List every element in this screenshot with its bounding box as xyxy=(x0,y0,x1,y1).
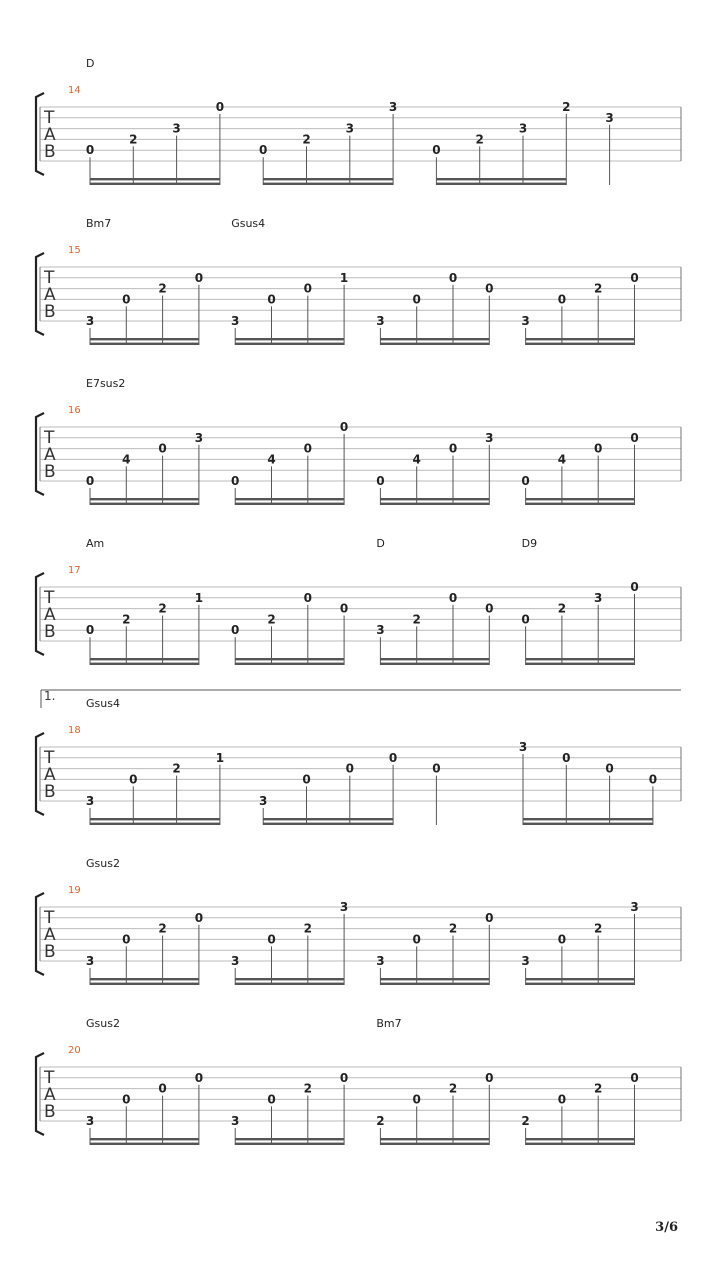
fret-number: 3 xyxy=(376,954,385,968)
beam xyxy=(436,183,566,185)
measure-number: 16 xyxy=(68,405,81,416)
beam xyxy=(380,983,489,985)
tab-letter: B xyxy=(44,622,56,642)
beam xyxy=(90,823,220,825)
fret-number: 2 xyxy=(448,921,458,936)
fret-number: 3 xyxy=(85,794,95,808)
fret-number: 0 xyxy=(303,281,312,296)
measure-number: 18 xyxy=(68,725,81,736)
fret-number: 4 xyxy=(122,452,131,467)
beam xyxy=(90,1143,199,1145)
beam xyxy=(235,343,344,345)
fret-number: 0 xyxy=(557,292,567,307)
fret-number: 0 xyxy=(231,474,240,488)
fret-number: 3 xyxy=(594,590,603,605)
fret-number: 0 xyxy=(630,1070,639,1085)
beam xyxy=(235,983,344,985)
fret-number: 0 xyxy=(122,1092,131,1107)
beam xyxy=(235,498,344,500)
fret-number: 0 xyxy=(194,270,204,285)
beam xyxy=(235,978,344,980)
fret-number: 3 xyxy=(85,314,95,328)
fret-number: 2 xyxy=(557,601,567,616)
tab-letter: A xyxy=(44,765,56,785)
beam xyxy=(90,183,220,185)
fret-number: 0 xyxy=(158,441,167,456)
chord-name: D9 xyxy=(521,537,538,550)
fret-number: 0 xyxy=(521,612,530,627)
fret-number: 0 xyxy=(129,772,138,787)
beam xyxy=(263,823,393,825)
fret-number: 0 xyxy=(85,474,95,488)
page-number: 3/6 xyxy=(655,1220,678,1235)
volta-label: 1. xyxy=(44,689,56,703)
chord-name: D xyxy=(376,537,385,550)
fret-number: 3 xyxy=(339,900,349,914)
fret-number: 3 xyxy=(521,954,530,968)
fret-number: 1 xyxy=(339,270,349,285)
fret-number: 0 xyxy=(267,292,276,307)
tab-letter: B xyxy=(44,942,56,962)
fret-number: 3 xyxy=(521,314,530,328)
beam xyxy=(90,178,220,180)
fret-number: 0 xyxy=(485,601,494,616)
tab-letter: T xyxy=(44,108,55,128)
beam xyxy=(380,978,489,980)
tab-letter: A xyxy=(44,125,56,145)
tab-letter: A xyxy=(44,285,56,305)
beam xyxy=(90,338,199,340)
fret-number: 2 xyxy=(303,1081,312,1096)
fret-number: 0 xyxy=(158,1081,167,1096)
beam xyxy=(235,503,344,505)
fret-number: 1 xyxy=(215,750,225,765)
beam xyxy=(436,178,566,180)
fret-number: 2 xyxy=(158,921,167,936)
fret-number: 0 xyxy=(339,420,349,434)
measure-number: 19 xyxy=(68,885,81,896)
beam xyxy=(526,983,635,985)
fret-number: 2 xyxy=(562,100,571,114)
fret-number: 0 xyxy=(267,1092,276,1107)
fret-number: 2 xyxy=(122,612,131,627)
fret-number: 0 xyxy=(85,623,95,638)
beam xyxy=(526,1138,635,1140)
fret-number: 3 xyxy=(518,740,528,754)
fret-number: 0 xyxy=(630,580,639,594)
beam xyxy=(523,823,653,825)
tab-letter: B xyxy=(44,302,56,322)
beam xyxy=(526,343,635,345)
beam xyxy=(235,658,344,660)
fret-number: 2 xyxy=(129,132,138,147)
fret-number: 2 xyxy=(158,281,167,296)
fret-number: 3 xyxy=(485,430,494,445)
beam xyxy=(526,338,635,340)
fret-number: 2 xyxy=(475,132,484,147)
chord-name: Gsus2 xyxy=(86,1017,120,1030)
beam xyxy=(90,663,199,665)
fret-number: 2 xyxy=(267,612,276,627)
fret-number: 0 xyxy=(339,1070,349,1085)
chord-name: Gsus4 xyxy=(86,697,120,710)
fret-number: 4 xyxy=(557,452,567,467)
fret-number: 3 xyxy=(231,954,240,968)
tab-letter: T xyxy=(44,428,55,448)
fret-number: 0 xyxy=(557,1092,567,1107)
fret-number: 0 xyxy=(648,772,658,787)
fret-number: 0 xyxy=(605,761,614,776)
tab-letter: B xyxy=(44,1102,56,1122)
chord-name: Gsus2 xyxy=(86,857,120,870)
fret-number: 0 xyxy=(412,292,421,307)
fret-number: 0 xyxy=(303,441,312,456)
fret-number: 4 xyxy=(267,452,276,467)
fret-number: 0 xyxy=(562,750,571,765)
tab-letter: B xyxy=(44,142,56,162)
fret-number: 3 xyxy=(605,110,614,125)
beam xyxy=(90,498,199,500)
fret-number: 1 xyxy=(194,590,204,605)
beam xyxy=(380,338,489,340)
beam xyxy=(90,343,199,345)
chord-name: Gsus4 xyxy=(231,217,266,230)
beam xyxy=(526,658,635,660)
fret-number: 2 xyxy=(302,132,311,147)
tab-letter: A xyxy=(44,1085,56,1105)
fret-number: 0 xyxy=(630,270,639,285)
fret-number: 2 xyxy=(448,1081,458,1096)
fret-number: 0 xyxy=(432,143,441,158)
tab-letter: T xyxy=(44,268,55,288)
fret-number: 3 xyxy=(345,121,354,136)
fret-number: 0 xyxy=(339,601,349,616)
fret-number: 0 xyxy=(122,932,131,947)
beam xyxy=(380,343,489,345)
beam xyxy=(380,503,489,505)
fret-number: 0 xyxy=(259,143,268,158)
fret-number: 2 xyxy=(158,601,167,616)
beam xyxy=(235,338,344,340)
fret-number: 0 xyxy=(303,590,312,605)
chord-name: Bm7 xyxy=(86,217,112,230)
tab-letter: A xyxy=(44,445,56,465)
fret-number: 0 xyxy=(302,772,311,787)
fret-number: 0 xyxy=(412,1092,421,1107)
fret-number: 3 xyxy=(376,314,385,328)
tab-letter: B xyxy=(44,462,56,482)
fret-number: 3 xyxy=(376,623,385,638)
fret-number: 0 xyxy=(485,910,494,925)
fret-number: 0 xyxy=(388,750,398,765)
fret-number: 3 xyxy=(172,121,181,136)
fret-number: 0 xyxy=(485,281,494,296)
beam xyxy=(526,663,635,665)
chord-name: Bm7 xyxy=(376,1017,402,1030)
fret-number: 0 xyxy=(521,474,530,488)
beam xyxy=(526,978,635,980)
beam xyxy=(380,663,489,665)
fret-number: 0 xyxy=(194,1070,204,1085)
fret-number: 4 xyxy=(412,452,421,467)
chord-name: D xyxy=(86,57,95,70)
fret-number: 0 xyxy=(231,623,240,638)
fret-number: 0 xyxy=(630,430,639,445)
fret-number: 2 xyxy=(412,612,421,627)
fret-number: 0 xyxy=(485,1070,494,1085)
chord-name: Am xyxy=(86,537,105,550)
fret-number: 2 xyxy=(521,1114,530,1128)
beam xyxy=(526,1143,635,1145)
fret-number: 0 xyxy=(412,932,421,947)
beam xyxy=(526,498,635,500)
fret-number: 3 xyxy=(85,1114,95,1128)
fret-number: 3 xyxy=(630,900,639,914)
beam xyxy=(235,663,344,665)
fret-number: 2 xyxy=(594,921,603,936)
measure-number: 14 xyxy=(68,85,81,96)
beam xyxy=(90,978,199,980)
fret-number: 2 xyxy=(594,1081,603,1096)
beam xyxy=(380,498,489,500)
beam xyxy=(380,1138,489,1140)
fret-number: 3 xyxy=(231,314,240,328)
beam xyxy=(523,818,653,820)
fret-number: 3 xyxy=(259,794,268,808)
fret-number: 0 xyxy=(122,292,131,307)
fret-number: 0 xyxy=(448,270,458,285)
tab-letter: T xyxy=(44,908,55,928)
fret-number: 2 xyxy=(376,1114,385,1128)
beam xyxy=(235,1143,344,1145)
fret-number: 0 xyxy=(448,441,458,456)
fret-number: 3 xyxy=(518,121,528,136)
beam xyxy=(263,183,393,185)
fret-number: 2 xyxy=(303,921,312,936)
beam xyxy=(235,1138,344,1140)
beam xyxy=(380,1143,489,1145)
tab-letter: T xyxy=(44,588,55,608)
beam xyxy=(380,658,489,660)
chord-name: E7sus2 xyxy=(86,377,126,390)
fret-number: 0 xyxy=(557,932,567,947)
beam xyxy=(526,503,635,505)
tab-letter: A xyxy=(44,605,56,625)
beam xyxy=(90,503,199,505)
fret-number: 3 xyxy=(85,954,95,968)
fret-number: 0 xyxy=(345,761,354,776)
measure-number: 20 xyxy=(68,1045,81,1056)
fret-number: 2 xyxy=(594,281,603,296)
tab-letter: T xyxy=(44,1068,55,1088)
beam xyxy=(263,818,393,820)
fret-number: 3 xyxy=(194,430,204,445)
beam xyxy=(90,658,199,660)
fret-number: 0 xyxy=(194,910,204,925)
beam xyxy=(90,818,220,820)
beam xyxy=(90,983,199,985)
fret-number: 0 xyxy=(376,474,385,488)
fret-number: 0 xyxy=(432,761,441,776)
tab-letter: A xyxy=(44,925,56,945)
fret-number: 3 xyxy=(231,1114,240,1128)
tab-letter: T xyxy=(44,748,55,768)
measure-number: 15 xyxy=(68,245,81,256)
fret-number: 0 xyxy=(448,590,458,605)
fret-number: 0 xyxy=(215,100,225,114)
beam xyxy=(90,1138,199,1140)
fret-number: 0 xyxy=(85,143,95,158)
beam xyxy=(263,178,393,180)
fret-number: 2 xyxy=(172,761,181,776)
fret-number: 0 xyxy=(594,441,603,456)
tab-letter: B xyxy=(44,782,56,802)
measure-number: 17 xyxy=(68,565,81,576)
fret-number: 0 xyxy=(267,932,276,947)
fret-number: 3 xyxy=(388,100,398,114)
